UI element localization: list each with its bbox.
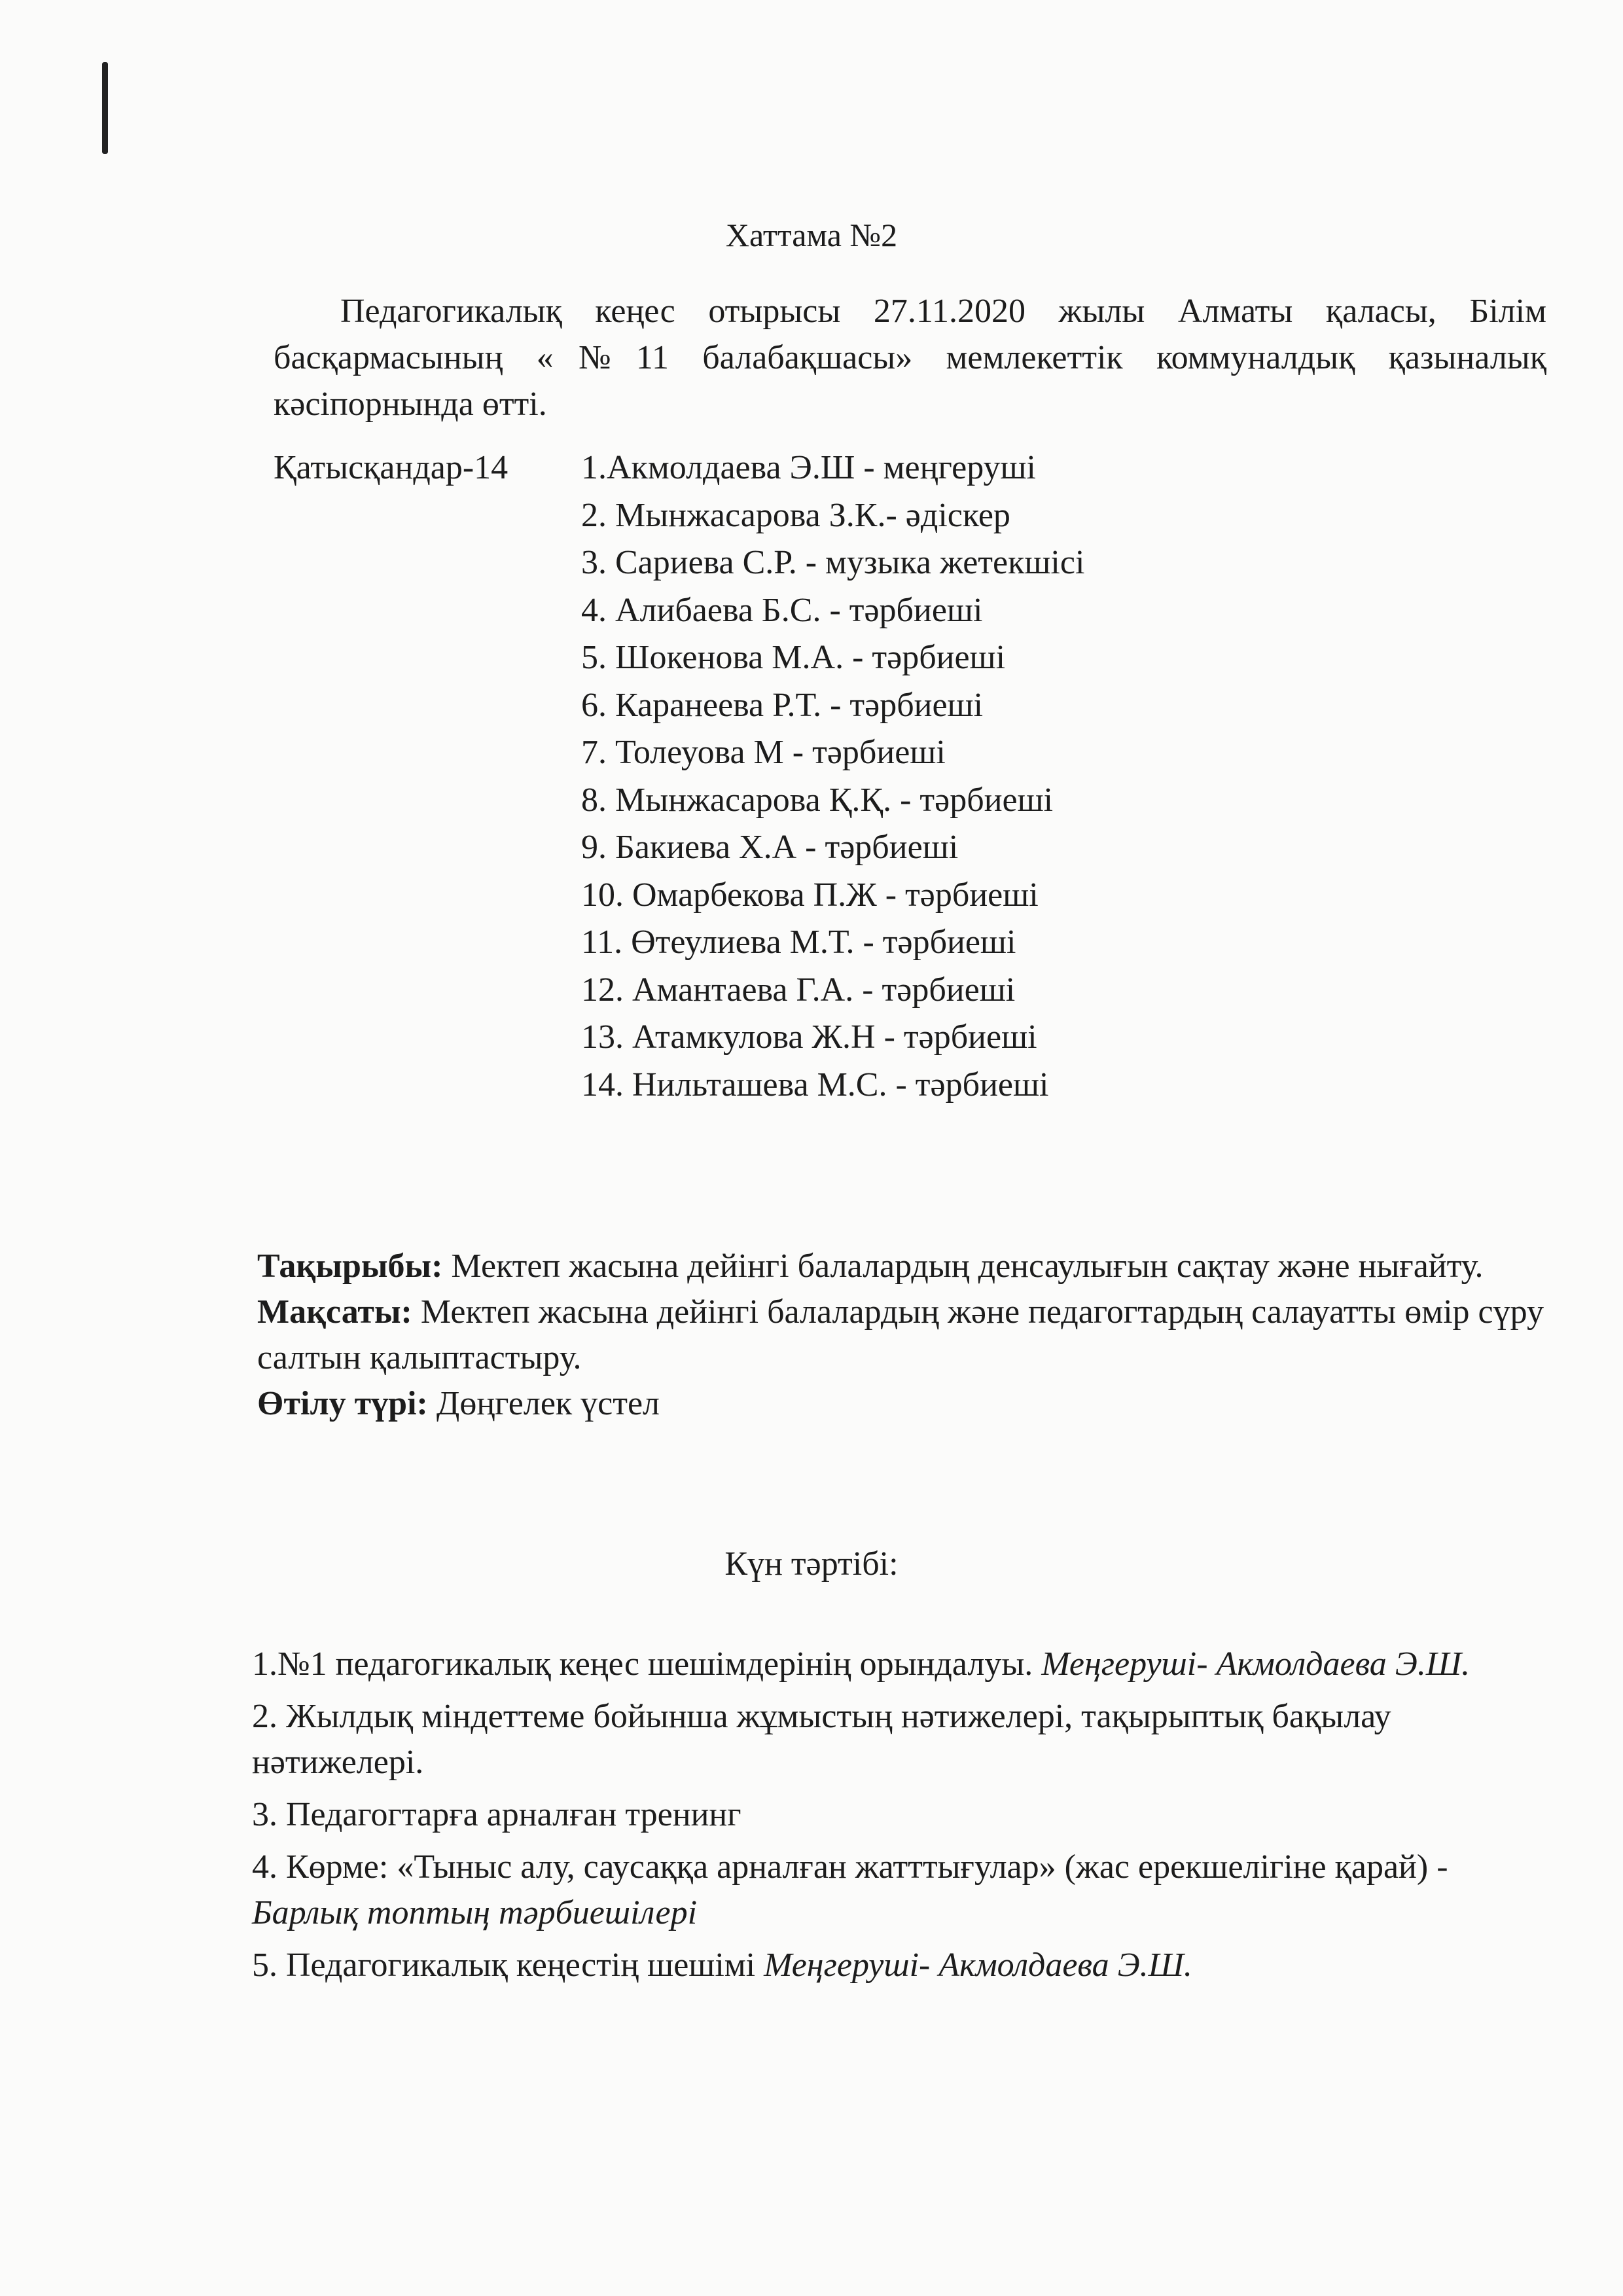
agenda-item-responsible: Барлық топтың тәрбиешілері	[252, 1894, 698, 1931]
agenda-item	[252, 1943, 1548, 1988]
agenda-item-text: 1.№1 педагогикалық кеңес шешімдерінің орындалуы.	[252, 1645, 1042, 1683]
margin-mark	[102, 62, 108, 154]
agenda-item	[252, 1844, 1548, 1936]
meeting-details	[257, 1244, 1546, 1427]
participant-item: 13. Атамкулова Ж.Н - тәрбиеші	[581, 1018, 1037, 1056]
goal-text: Мектеп жасына дейінгі балалардың және педагогтардың салауатты өмір сүру салтын қалыптастыру.	[257, 1293, 1544, 1376]
form-text: Дөңгелек үстел	[427, 1385, 660, 1422]
participant-item: 8. Мынжасарова Қ.Қ. - тәрбиеші	[581, 781, 1054, 819]
participant-item: 5. Шокенова М.А. - тәрбиеші	[581, 639, 1006, 676]
participant-item: 9. Бакиева Х.А - тәрбиеші	[581, 829, 959, 866]
agenda-item-responsible: Меңгеруші- Акмолдаева Э.Ш.	[764, 1946, 1192, 1984]
participant-item: 12. Амантаева Г.А. - тәрбиеші	[581, 971, 1016, 1009]
agenda-item-text: 3. Педагогтарға арналған тренинг	[252, 1796, 741, 1833]
form-label: Өтілу түрі:	[257, 1385, 428, 1422]
agenda-item-text: 5. Педагогикалық кеңестің шешімі	[252, 1946, 764, 1984]
agenda-item-responsible: Меңгеруші- Акмолдаева Э.Ш.	[1041, 1645, 1471, 1683]
document-title: Хаттама №2	[725, 217, 898, 253]
goal-line	[257, 1289, 1546, 1381]
participant-item: 3. Сариева С.Р. - музыка жетекшісі	[581, 544, 1085, 581]
participant-item: 11. Өтеулиева М.Т. - тәрбиеші	[581, 924, 1016, 961]
form-line	[257, 1381, 1546, 1427]
topic-line	[257, 1244, 1546, 1289]
participant-item: 4. Алибаева Б.С. - тәрбиеші	[581, 591, 983, 629]
participants-list	[581, 448, 1084, 1113]
agenda-item	[252, 1792, 1548, 1838]
participant-item: 1.Акмолдаева Э.Ш - меңгеруші	[581, 449, 1036, 486]
topic-text: Мектеп жасына дейінгі балалардың денсаулығын сақтау және нығайту.	[442, 1247, 1484, 1285]
participant-item: 10. Омарбекова П.Ж - тәрбиеші	[581, 876, 1039, 914]
agenda-item	[252, 1641, 1548, 1687]
agenda-item	[252, 1694, 1548, 1785]
agenda-item-text: 4. Көрме: «Тыныс алу, саусаққа арналған жатттығулар» (жас ерекшелігіне қарай) -	[252, 1848, 1448, 1886]
participant-item: 7. Толеуова М - тәрбиеші	[581, 734, 946, 771]
agenda-title: Күн тәртібі:	[724, 1545, 899, 1583]
participants-label: Қатысқандар-14	[274, 449, 508, 486]
intro-paragraph: Педагогикалық кеңес отырысы 27.11.2020 жылы Алматы қаласы, Білім басқармасының «№11 балабақшасы» мемлекеттік коммуналдық қазыналық кәсіпорнында өтті.	[274, 293, 1546, 423]
participant-item: 14. Нильташева М.С. - тәрбиеші	[581, 1066, 1049, 1103]
goal-label: Мақсаты:	[257, 1293, 412, 1331]
agenda-list	[252, 1641, 1548, 1995]
agenda-item-text: 2. Жылдық міндеттеме бойынша жұмыстың нәтижелері, тақырыптық бақылау нәтижелері.	[252, 1698, 1391, 1781]
participant-item: 2. Мынжасарова З.К.- әдіскер	[581, 496, 1010, 534]
topic-label: Тақырыбы:	[257, 1247, 443, 1285]
participant-item: 6. Каранеева Р.Т. - тәрбиеші	[581, 686, 984, 724]
